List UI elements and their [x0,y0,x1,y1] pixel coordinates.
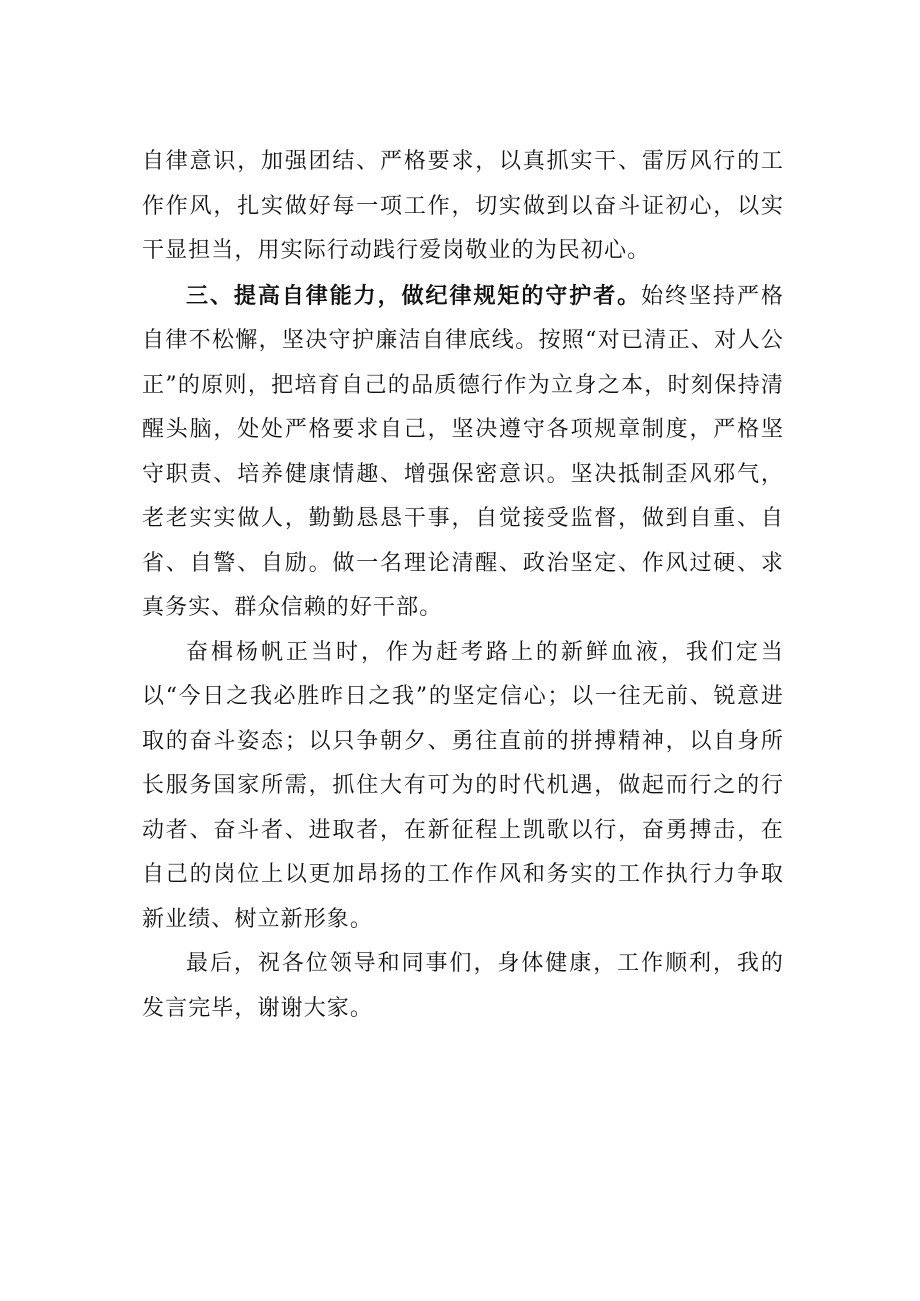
paragraph-text: 最后，祝各位领导和同事们，身体健康，工作顺利，我的发言完毕，谢谢大家。 [142,951,784,1021]
paragraph-text: 自律意识，加强团结、严格要求，以真抓实干、雷厉风行的工作作风，扎实做好每一项工作，切实做到以奋斗证初心，以实干显担当，用实际行动践行爱岗敬业的为民初心。 [142,149,784,263]
paragraph-text: 始终坚持严格自律不松懈，坚决守护廉洁自律底线。按照“对已清正、对人公正”的原则，把培育自己的品质德行作为立身之本，时刻保持清醒头脑，处处严格要求自己，坚决遵守各项规章制度，严格坚守职责、培养健康情趣、增强保密意识。坚决抵制歪风邪气，老老实实做人，勤勤恳恳干事，自觉接受监督，做到自重、自省、自警、自励。做一名理论清醒、政治坚定、作风过硬、求真务实、群众信赖的好干部。 [142,283,784,620]
paragraph-text: 奋楫杨帆正当时，作为赶考路上的新鲜血液，我们定当以“今日之我必胜昨日之我”的坚定信心；以一往无前、锐意进取的奋斗姿态；以只争朝夕、勇往直前的拼搏精神，以自身所长服务国家所需，抓住大有可为的时代机遇，做起而行之的行动者、奋斗者、进取者，在新征程上凯歌以行，奋勇搏击，在自己的岗位上以更加昂扬的工作作风和务实的工作执行力争取新业绩、树立新形象。 [142,639,784,932]
paragraph-closing-commitment [142,631,784,943]
paragraph-continuation [142,140,784,274]
paragraph-section-three [142,274,784,631]
paragraph-final-remarks [142,942,784,1031]
section-heading: 三、提高自律能力，做纪律规矩的守护者。 [186,282,642,309]
document-body [142,140,784,1031]
